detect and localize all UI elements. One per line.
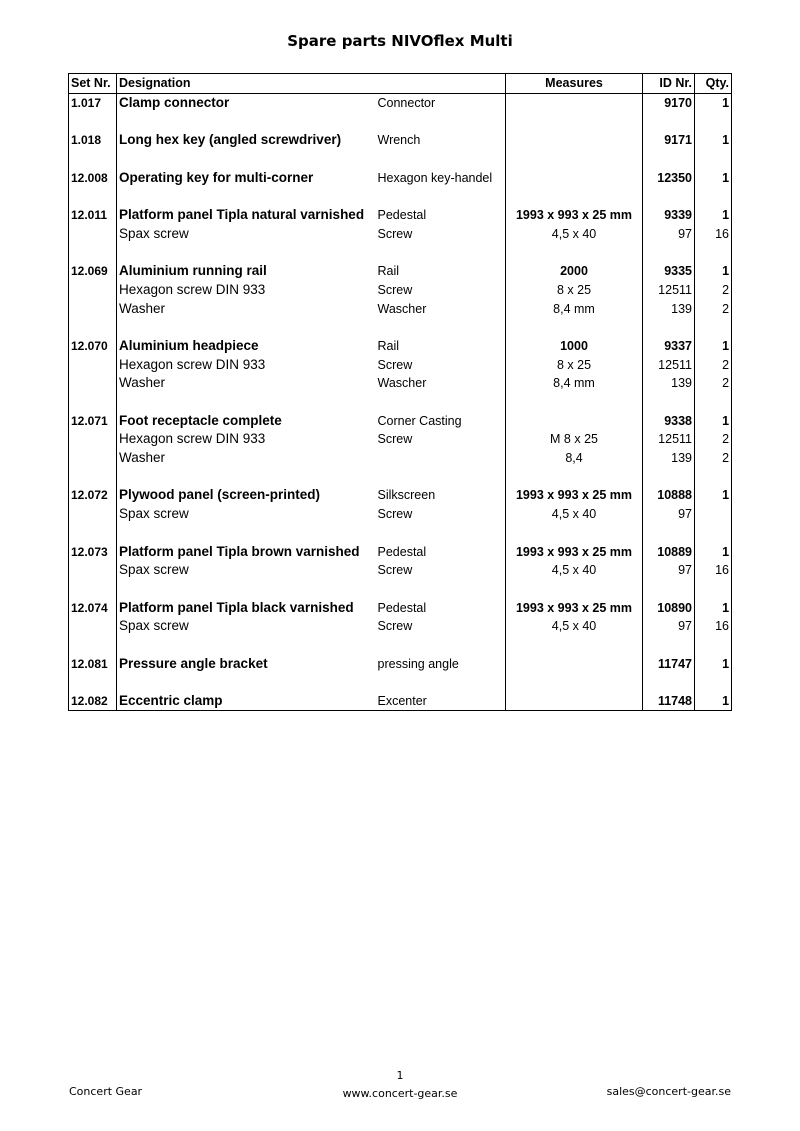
id-nr-cell: 12511 bbox=[643, 430, 695, 449]
description-cell bbox=[376, 467, 506, 486]
designation-cell: Platform panel Tipla black varnished bbox=[117, 598, 376, 617]
measures-cell: 8 x 25 bbox=[506, 355, 643, 374]
set-nr-cell bbox=[69, 617, 117, 636]
id-nr-cell bbox=[643, 318, 695, 337]
measures-cell bbox=[506, 168, 643, 187]
set-nr-cell: 12.071 bbox=[69, 411, 117, 430]
column-header-designation: Designation bbox=[117, 74, 506, 94]
set-nr-cell bbox=[69, 561, 117, 580]
measures-cell: 1000 bbox=[506, 337, 643, 356]
description-cell: Screw bbox=[377, 507, 413, 522]
id-nr-cell bbox=[643, 393, 695, 412]
qty-cell bbox=[695, 318, 732, 337]
designation-cell bbox=[117, 318, 376, 337]
measures-cell: M 8 x 25 bbox=[506, 430, 643, 449]
table-row bbox=[69, 112, 732, 131]
description-cell bbox=[376, 636, 506, 655]
measures-cell: 4,5 x 40 bbox=[506, 617, 643, 636]
qty-cell: 2 bbox=[695, 355, 732, 374]
designation-cell: Aluminium running rail bbox=[117, 262, 376, 281]
id-nr-cell bbox=[643, 243, 695, 262]
id-nr-cell: 9337 bbox=[643, 337, 695, 356]
id-nr-cell: 10890 bbox=[643, 598, 695, 617]
designation-cell: Platform panel Tipla brown varnished bbox=[117, 542, 376, 561]
column-header-set-nr: Set Nr. bbox=[69, 74, 117, 94]
qty-cell: 1 bbox=[695, 542, 732, 561]
qty-cell: 1 bbox=[695, 337, 732, 356]
measures-cell: 8 x 25 bbox=[506, 281, 643, 300]
set-nr-cell: 12.069 bbox=[69, 262, 117, 281]
designation-cell: Washer bbox=[117, 449, 376, 468]
id-nr-cell: 139 bbox=[643, 449, 695, 468]
description-cell: Rail bbox=[377, 338, 400, 353]
id-nr-cell: 9171 bbox=[643, 131, 695, 150]
qty-cell bbox=[695, 505, 732, 524]
set-nr-cell: 12.074 bbox=[69, 598, 117, 617]
table-row bbox=[69, 673, 732, 692]
description-cell: Connector bbox=[377, 96, 436, 111]
set-nr-cell bbox=[69, 112, 117, 131]
id-nr-cell bbox=[643, 580, 695, 599]
id-nr-cell: 9339 bbox=[643, 206, 695, 225]
page-number: 1 bbox=[396, 1069, 404, 1082]
spare-parts-table bbox=[68, 73, 732, 711]
qty-cell bbox=[695, 393, 732, 412]
set-nr-cell: 1.017 bbox=[69, 93, 117, 112]
table-row bbox=[69, 561, 732, 580]
qty-cell: 1 bbox=[695, 131, 732, 150]
id-nr-cell: 9170 bbox=[643, 93, 695, 112]
designation-cell bbox=[117, 524, 376, 543]
measures-cell: 8,4 mm bbox=[506, 299, 643, 318]
measures-cell: 1993 x 993 x 25 mm bbox=[506, 206, 643, 225]
id-nr-cell: 12511 bbox=[643, 281, 695, 300]
set-nr-cell bbox=[69, 505, 117, 524]
id-nr-cell: 139 bbox=[643, 299, 695, 318]
table-row bbox=[69, 168, 732, 187]
measures-cell bbox=[506, 93, 643, 112]
id-nr-cell: 139 bbox=[643, 374, 695, 393]
qty-cell: 1 bbox=[695, 206, 732, 225]
description-cell: Pedestal bbox=[377, 208, 427, 223]
measures-cell bbox=[506, 524, 643, 543]
designation-cell: Spax screw bbox=[117, 225, 376, 244]
description-cell: Wascher bbox=[377, 376, 427, 391]
qty-cell: 1 bbox=[695, 654, 732, 673]
page-title: Spare parts NIVOflex Multi bbox=[287, 32, 513, 50]
table-row bbox=[69, 692, 732, 711]
table-row bbox=[69, 449, 732, 468]
qty-cell bbox=[695, 673, 732, 692]
table-row bbox=[69, 486, 732, 505]
description-cell bbox=[376, 187, 506, 206]
column-header-measures: Measures bbox=[506, 74, 643, 94]
qty-cell bbox=[695, 524, 732, 543]
designation-cell: Foot receptacle complete bbox=[117, 411, 376, 430]
set-nr-cell: 12.073 bbox=[69, 542, 117, 561]
set-nr-cell bbox=[69, 150, 117, 169]
measures-cell: 4,5 x 40 bbox=[506, 225, 643, 244]
designation-cell: Washer bbox=[117, 374, 376, 393]
table-row bbox=[69, 598, 732, 617]
designation-cell bbox=[117, 150, 376, 169]
id-nr-cell: 97 bbox=[643, 561, 695, 580]
table-row bbox=[69, 374, 732, 393]
set-nr-cell bbox=[69, 467, 117, 486]
set-nr-cell bbox=[69, 318, 117, 337]
designation-cell: Clamp connector bbox=[117, 93, 376, 112]
id-nr-cell bbox=[643, 467, 695, 486]
designation-cell: Spax screw bbox=[117, 617, 376, 636]
qty-cell bbox=[695, 636, 732, 655]
id-nr-cell bbox=[643, 524, 695, 543]
table-row bbox=[69, 187, 732, 206]
qty-cell: 1 bbox=[695, 168, 732, 187]
footer-website: www.concert-gear.se bbox=[342, 1087, 458, 1100]
qty-cell: 1 bbox=[695, 486, 732, 505]
table-row bbox=[69, 150, 732, 169]
table-row bbox=[69, 93, 732, 112]
measures-cell bbox=[506, 580, 643, 599]
set-nr-cell: 1.018 bbox=[69, 131, 117, 150]
designation-cell: Washer bbox=[117, 299, 376, 318]
measures-cell: 8,4 bbox=[506, 449, 643, 468]
set-nr-cell: 12.070 bbox=[69, 337, 117, 356]
id-nr-cell: 10889 bbox=[643, 542, 695, 561]
description-cell: Corner Casting bbox=[377, 413, 462, 428]
description-cell: Wascher bbox=[377, 301, 427, 316]
table-row bbox=[69, 524, 732, 543]
set-nr-cell: 12.008 bbox=[69, 168, 117, 187]
qty-cell: 2 bbox=[695, 374, 732, 393]
measures-cell: 1993 x 993 x 25 mm bbox=[506, 598, 643, 617]
table-row bbox=[69, 262, 732, 281]
table-row bbox=[69, 243, 732, 262]
set-nr-cell: 12.011 bbox=[69, 206, 117, 225]
measures-cell bbox=[506, 131, 643, 150]
set-nr-cell bbox=[69, 225, 117, 244]
id-nr-cell: 12350 bbox=[643, 168, 695, 187]
id-nr-cell: 11748 bbox=[643, 692, 695, 711]
set-nr-cell bbox=[69, 393, 117, 412]
description-cell bbox=[376, 580, 506, 599]
description-cell: Screw bbox=[377, 357, 413, 372]
description-cell: Pedestal bbox=[377, 544, 427, 559]
table-row bbox=[69, 654, 732, 673]
designation-cell: Operating key for multi-corner bbox=[117, 168, 376, 187]
qty-cell bbox=[695, 112, 732, 131]
description-cell bbox=[376, 673, 506, 692]
id-nr-cell: 97 bbox=[643, 617, 695, 636]
designation-cell: Spax screw bbox=[117, 561, 376, 580]
description-cell bbox=[376, 449, 506, 468]
description-cell bbox=[376, 393, 506, 412]
description-cell: Hexagon key-handel bbox=[377, 170, 493, 185]
table-row bbox=[69, 430, 732, 449]
measures-cell bbox=[506, 692, 643, 711]
qty-cell bbox=[695, 187, 732, 206]
designation-cell bbox=[117, 636, 376, 655]
measures-cell bbox=[506, 673, 643, 692]
id-nr-cell bbox=[643, 150, 695, 169]
table-row bbox=[69, 393, 732, 412]
designation-cell: Plywood panel (screen-printed) bbox=[117, 486, 376, 505]
measures-cell bbox=[506, 112, 643, 131]
measures-cell bbox=[506, 467, 643, 486]
qty-cell: 16 bbox=[695, 225, 732, 244]
description-cell bbox=[376, 150, 506, 169]
set-nr-cell bbox=[69, 636, 117, 655]
id-nr-cell bbox=[643, 112, 695, 131]
description-cell bbox=[376, 112, 506, 131]
table-row bbox=[69, 337, 732, 356]
qty-cell bbox=[695, 580, 732, 599]
table-row bbox=[69, 206, 732, 225]
set-nr-cell bbox=[69, 580, 117, 599]
id-nr-cell: 9335 bbox=[643, 262, 695, 281]
table-row bbox=[69, 505, 732, 524]
table-row bbox=[69, 131, 732, 150]
id-nr-cell: 11747 bbox=[643, 654, 695, 673]
id-nr-cell: 97 bbox=[643, 225, 695, 244]
qty-cell: 16 bbox=[695, 617, 732, 636]
designation-cell: Platform panel Tipla natural varnished bbox=[117, 206, 376, 225]
qty-cell bbox=[695, 467, 732, 486]
set-nr-cell: 12.081 bbox=[69, 654, 117, 673]
qty-cell: 1 bbox=[695, 692, 732, 711]
set-nr-cell bbox=[69, 299, 117, 318]
column-header-qty: Qty. bbox=[695, 74, 732, 94]
designation-cell bbox=[117, 187, 376, 206]
description-cell bbox=[376, 243, 506, 262]
measures-cell bbox=[506, 411, 643, 430]
set-nr-cell bbox=[69, 449, 117, 468]
id-nr-cell bbox=[643, 187, 695, 206]
description-cell: Screw bbox=[377, 619, 413, 634]
measures-cell bbox=[506, 243, 643, 262]
qty-cell: 1 bbox=[695, 411, 732, 430]
id-nr-cell: 10888 bbox=[643, 486, 695, 505]
table-body bbox=[69, 93, 732, 711]
set-nr-cell bbox=[69, 430, 117, 449]
measures-cell: 2000 bbox=[506, 262, 643, 281]
table-row bbox=[69, 542, 732, 561]
designation-cell: Hexagon screw DIN 933 bbox=[117, 281, 376, 300]
measures-cell: 4,5 x 40 bbox=[506, 561, 643, 580]
description-cell: Screw bbox=[377, 432, 413, 447]
id-nr-cell bbox=[643, 673, 695, 692]
qty-cell: 16 bbox=[695, 561, 732, 580]
id-nr-cell: 97 bbox=[643, 505, 695, 524]
measures-cell bbox=[506, 636, 643, 655]
qty-cell bbox=[695, 243, 732, 262]
description-cell: pressing angle bbox=[377, 656, 459, 671]
set-nr-cell bbox=[69, 355, 117, 374]
table-row bbox=[69, 617, 732, 636]
description-cell bbox=[376, 524, 506, 543]
set-nr-cell bbox=[69, 187, 117, 206]
description-cell bbox=[376, 318, 506, 337]
table-row bbox=[69, 580, 732, 599]
measures-cell bbox=[506, 150, 643, 169]
qty-cell: 2 bbox=[695, 299, 732, 318]
column-header-id-nr: ID Nr. bbox=[643, 74, 695, 94]
measures-cell: 1993 x 993 x 25 mm bbox=[506, 486, 643, 505]
set-nr-cell bbox=[69, 281, 117, 300]
designation-cell: Hexagon screw DIN 933 bbox=[117, 355, 376, 374]
designation-cell: Long hex key (angled screwdriver) bbox=[117, 131, 376, 150]
table-row bbox=[69, 636, 732, 655]
description-cell: Pedestal bbox=[377, 600, 427, 615]
set-nr-cell bbox=[69, 524, 117, 543]
qty-cell: 2 bbox=[695, 449, 732, 468]
designation-cell: Hexagon screw DIN 933 bbox=[117, 430, 376, 449]
designation-cell bbox=[117, 580, 376, 599]
description-cell: Screw bbox=[377, 282, 413, 297]
description-cell: Screw bbox=[377, 563, 413, 578]
designation-cell bbox=[117, 393, 376, 412]
table-row bbox=[69, 467, 732, 486]
designation-cell bbox=[117, 467, 376, 486]
table-row bbox=[69, 225, 732, 244]
id-nr-cell: 9338 bbox=[643, 411, 695, 430]
table-row bbox=[69, 318, 732, 337]
measures-cell bbox=[506, 393, 643, 412]
set-nr-cell bbox=[69, 673, 117, 692]
description-cell: Rail bbox=[377, 264, 400, 279]
qty-cell: 1 bbox=[695, 93, 732, 112]
qty-cell bbox=[695, 150, 732, 169]
description-cell: Screw bbox=[377, 226, 413, 241]
set-nr-cell bbox=[69, 243, 117, 262]
table-row bbox=[69, 355, 732, 374]
description-cell: Wrench bbox=[377, 133, 421, 148]
measures-cell bbox=[506, 318, 643, 337]
set-nr-cell: 12.082 bbox=[69, 692, 117, 711]
measures-cell: 1993 x 993 x 25 mm bbox=[506, 542, 643, 561]
qty-cell: 1 bbox=[695, 262, 732, 281]
set-nr-cell: 12.072 bbox=[69, 486, 117, 505]
qty-cell: 2 bbox=[695, 281, 732, 300]
designation-cell bbox=[117, 112, 376, 131]
footer-email: sales@concert-gear.se bbox=[606, 1085, 731, 1098]
measures-cell bbox=[506, 187, 643, 206]
table-row bbox=[69, 281, 732, 300]
description-cell: Excenter bbox=[376, 692, 506, 711]
table-header-row bbox=[69, 74, 732, 94]
designation-cell: Eccentric clamp bbox=[117, 692, 376, 711]
designation-cell: Aluminium headpiece bbox=[117, 337, 376, 356]
set-nr-cell bbox=[69, 374, 117, 393]
footer-company: Concert Gear bbox=[69, 1085, 143, 1098]
qty-cell: 1 bbox=[695, 598, 732, 617]
id-nr-cell bbox=[643, 636, 695, 655]
designation-cell bbox=[117, 243, 376, 262]
table-row bbox=[69, 299, 732, 318]
measures-cell: 4,5 x 40 bbox=[506, 505, 643, 524]
measures-cell bbox=[506, 654, 643, 673]
qty-cell: 2 bbox=[695, 430, 732, 449]
id-nr-cell: 12511 bbox=[643, 355, 695, 374]
designation-cell: Spax screw bbox=[117, 505, 376, 524]
measures-cell: 8,4 mm bbox=[506, 374, 643, 393]
designation-cell: Pressure angle bracket bbox=[117, 654, 376, 673]
designation-cell bbox=[117, 673, 376, 692]
description-cell: Silkscreen bbox=[377, 488, 436, 503]
table-row bbox=[69, 411, 732, 430]
